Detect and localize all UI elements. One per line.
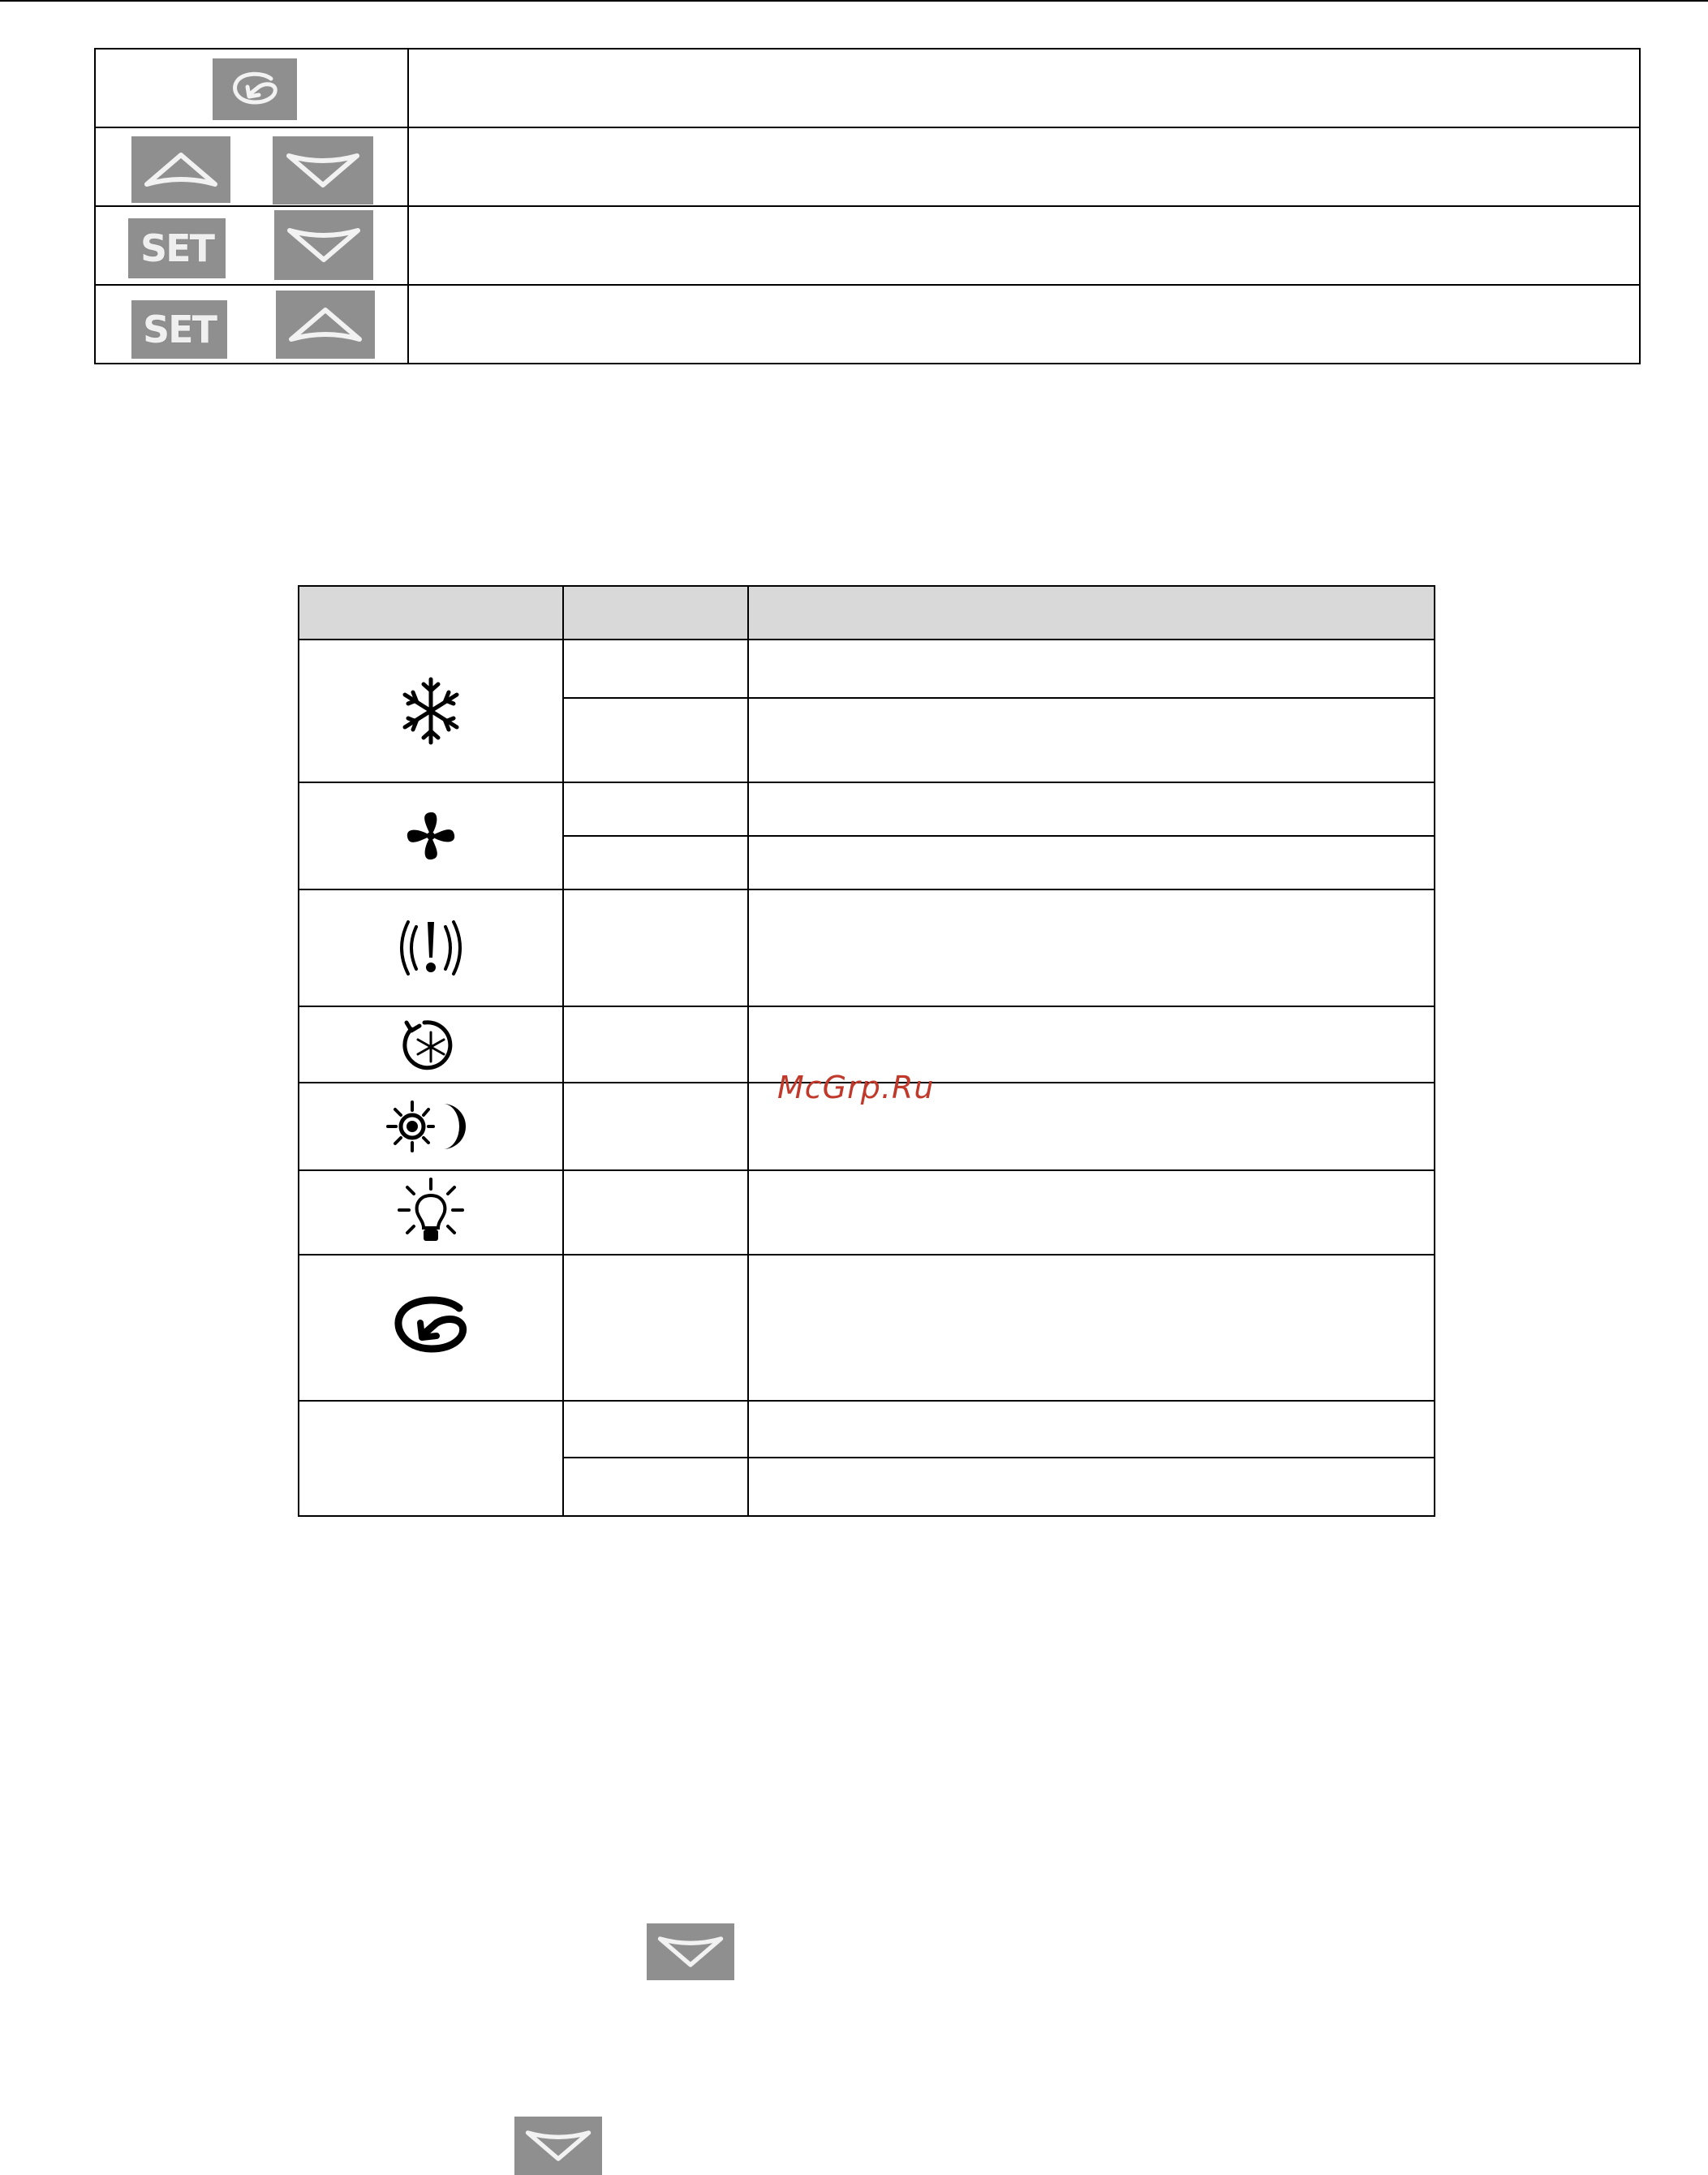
symbol-cell — [299, 1255, 563, 1401]
symbol-row — [299, 1401, 1435, 1458]
up-key-button[interactable] — [131, 136, 230, 203]
keys-row-set-down — [95, 206, 1640, 285]
keys-cell-icons — [95, 127, 408, 206]
state-cell — [563, 1083, 748, 1170]
symbol-row — [299, 640, 1435, 698]
down-key-button[interactable] — [273, 136, 373, 205]
restart-icon — [226, 69, 283, 110]
symbol-cell — [299, 1170, 563, 1255]
down-key-button[interactable] — [647, 1923, 734, 1980]
symbol-cell — [299, 1083, 563, 1170]
restart-key-button[interactable] — [213, 58, 297, 120]
keys-table — [94, 48, 1641, 364]
keys-cell-icons — [95, 285, 408, 364]
set-key-button[interactable] — [131, 300, 227, 359]
keys-row-up-down — [95, 127, 1640, 206]
symbol-cell — [299, 782, 563, 889]
description-cell — [748, 782, 1435, 836]
defrost-icon — [400, 1016, 462, 1073]
up-key-button[interactable] — [276, 291, 375, 359]
light-icon — [396, 1178, 466, 1247]
day-night-icon — [386, 1099, 475, 1154]
symbol-cell — [299, 1006, 563, 1083]
snowflake-icon — [398, 674, 463, 747]
symbol-row — [299, 1170, 1435, 1255]
header-description — [748, 586, 1435, 640]
state-cell — [563, 1255, 748, 1401]
restart-icon — [386, 1295, 475, 1360]
fan-icon — [402, 808, 459, 864]
keys-description — [408, 127, 1640, 206]
description-cell — [748, 836, 1435, 889]
alarm-icon — [397, 917, 465, 979]
keys-cell-icons — [95, 206, 408, 285]
state-cell — [563, 889, 748, 1006]
symbol-row — [299, 1255, 1435, 1401]
keys-row-restart — [95, 49, 1640, 127]
state-cell — [563, 640, 748, 698]
description-cell — [748, 640, 1435, 698]
header-symbol — [299, 586, 563, 640]
set-label: SET — [140, 226, 213, 270]
symbol-cell — [299, 640, 563, 782]
down-arrow-icon — [654, 1932, 727, 1972]
description-cell — [748, 698, 1435, 782]
state-cell — [563, 836, 748, 889]
description-cell — [748, 1458, 1435, 1516]
down-arrow-icon — [522, 2125, 595, 2166]
keys-description — [408, 285, 1640, 364]
keys-description — [408, 49, 1640, 127]
down-arrow-icon — [282, 148, 364, 193]
watermark: McGrp.Ru — [777, 1070, 935, 1105]
down-arrow-icon — [283, 222, 364, 268]
state-cell — [563, 1006, 748, 1083]
set-label: SET — [143, 308, 216, 351]
up-arrow-icon — [285, 302, 366, 347]
set-key-button[interactable] — [128, 218, 226, 278]
symbols-table — [298, 585, 1435, 1517]
state-cell — [563, 698, 748, 782]
symbols-header-row — [299, 586, 1435, 640]
state-cell — [563, 1458, 748, 1516]
state-cell — [563, 1170, 748, 1255]
description-cell — [748, 1255, 1435, 1401]
header-state — [563, 586, 748, 640]
keys-row-set-up — [95, 285, 1640, 364]
down-key-button[interactable] — [514, 2117, 602, 2175]
keys-cell-icons — [95, 49, 408, 127]
down-key-button[interactable] — [274, 210, 373, 280]
state-cell — [563, 1401, 748, 1458]
symbol-row — [299, 889, 1435, 1006]
symbol-cell — [299, 889, 563, 1006]
symbol-cell — [299, 1401, 563, 1516]
up-arrow-icon — [140, 147, 222, 192]
keys-description — [408, 206, 1640, 285]
symbol-row — [299, 782, 1435, 836]
description-cell — [748, 1401, 1435, 1458]
state-cell — [563, 782, 748, 836]
description-cell — [748, 889, 1435, 1006]
description-cell — [748, 1170, 1435, 1255]
top-rule — [0, 0, 1708, 2]
